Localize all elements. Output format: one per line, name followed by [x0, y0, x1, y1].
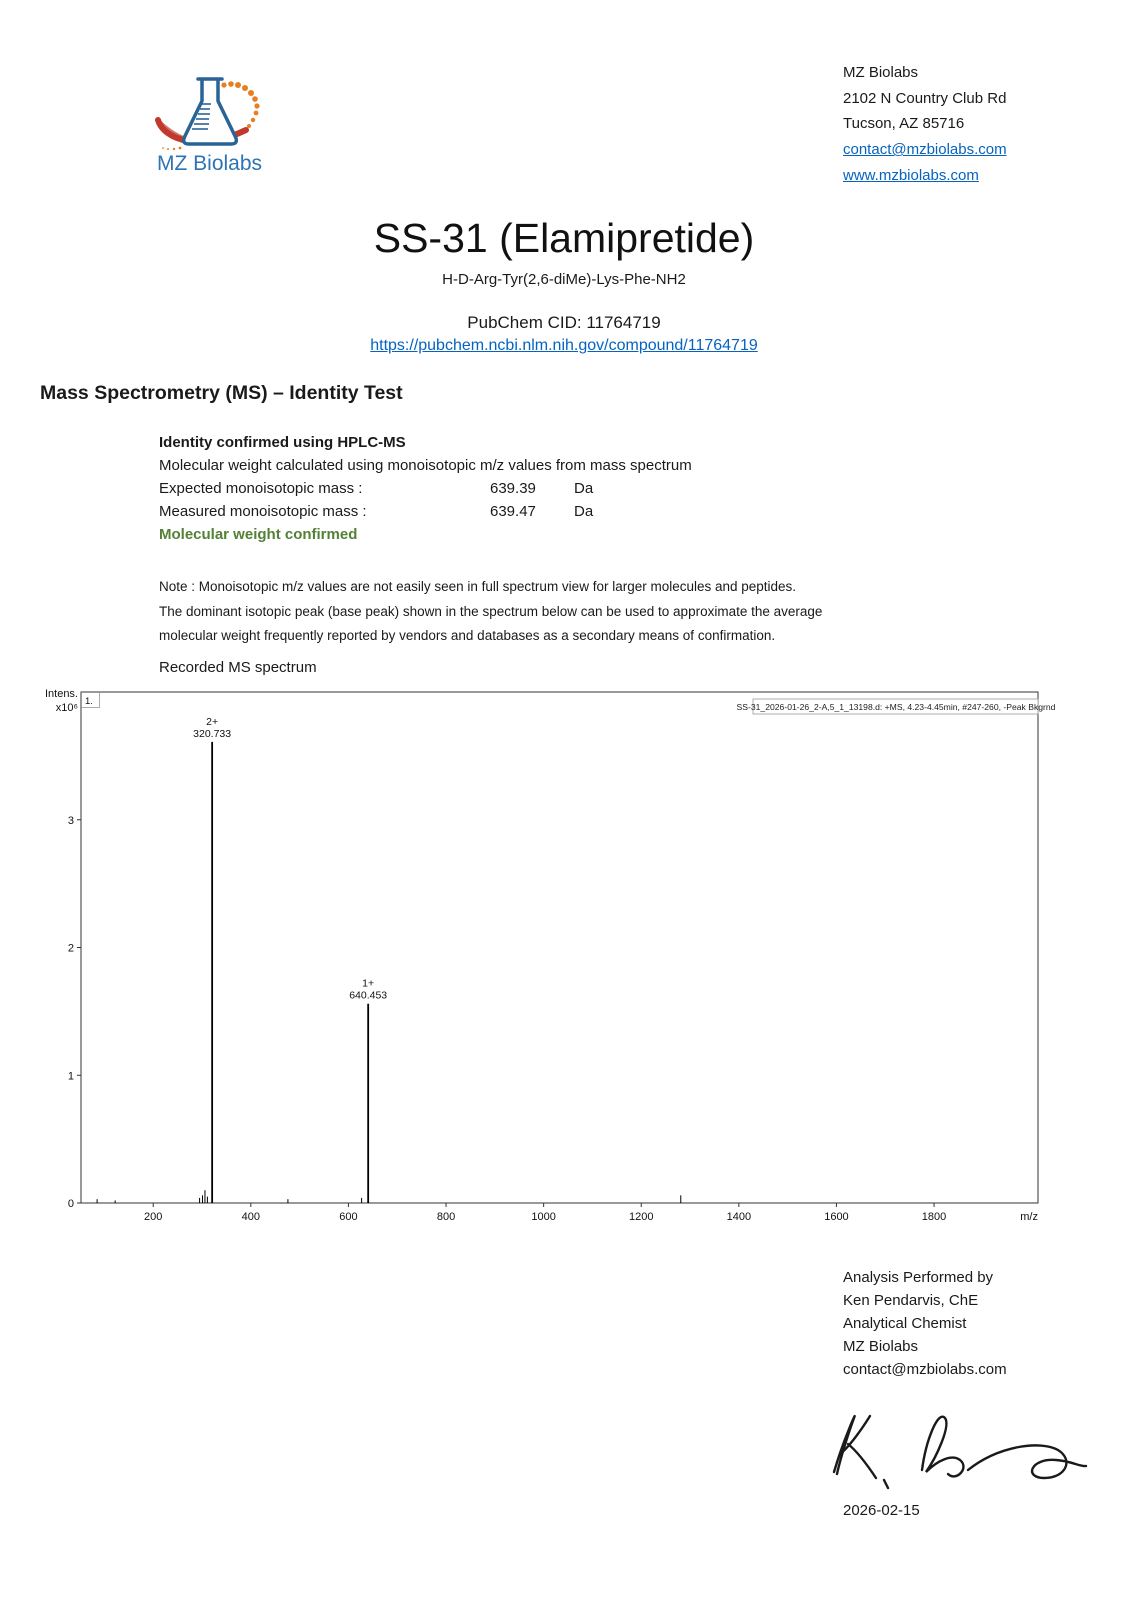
expected-mass-unit: Da [574, 480, 594, 497]
measured-mass-row [159, 500, 692, 523]
address-line: Tucson, AZ 85716 [843, 115, 965, 133]
svg-text:640.453: 640.453 [349, 989, 388, 1002]
analyst-title: Analytical Chemist [843, 1315, 967, 1332]
svg-text:400: 400 [241, 1211, 261, 1223]
svg-text:1600: 1600 [824, 1211, 849, 1223]
analyst-signature [818, 1388, 1098, 1500]
spectrum-section-label: Recorded MS spectrum [159, 659, 317, 676]
website-link[interactable]: www.mzbiolabs.com [843, 166, 979, 184]
logo-caption: MZ Biolabs [157, 152, 263, 175]
svg-text:1+: 1+ [362, 977, 375, 990]
expected-mass-row [159, 477, 692, 500]
measured-mass-unit: Da [574, 503, 594, 520]
svg-text:600: 600 [339, 1211, 358, 1223]
svg-text:1800: 1800 [921, 1211, 947, 1223]
measured-mass-label: Measured monoisotopic mass : [159, 503, 367, 520]
method-line: Molecular weight calculated using monoisotopic m/z values from mass spectrum [159, 457, 692, 474]
note-line: The dominant isotopic peak (base peak) shown in the spectrum below can be used to approximate the average [159, 603, 823, 619]
svg-text:Intens.: Intens. [44, 688, 78, 700]
svg-text:1200: 1200 [629, 1211, 654, 1223]
svg-text:SS-31_2026-01-26_2-A,5_1_13198: SS-31_2026-01-26_2-A,5_1_13198.d: +MS, 4.23-4.45min, #247-260, -Peak Bkgrnd [736, 702, 1056, 712]
svg-text:m/z: m/z [1020, 1211, 1038, 1223]
report-date: 2026-02-15 [843, 1502, 920, 1519]
note-line: molecular weight frequently reported by vendors and databases as a secondary means of confirmation. [159, 628, 776, 643]
address-line: 2102 N Country Club Rd [843, 89, 1007, 107]
pubchem-cid: PubChem CID: 11764719 [467, 313, 661, 332]
svg-text:1000: 1000 [531, 1211, 556, 1223]
svg-text:800: 800 [436, 1211, 456, 1223]
analyst-company: MZ Biolabs [843, 1338, 919, 1355]
ms-spectrum-chart [0, 685, 1128, 1230]
svg-text:200: 200 [144, 1211, 163, 1223]
analyst-block [843, 1266, 1007, 1381]
measured-mass-value: 639.47 [490, 503, 536, 520]
expected-mass-label: Expected monoisotopic mass : [159, 480, 363, 497]
page-title: SS-31 (Elamipretide) [373, 215, 755, 261]
svg-text:3: 3 [67, 814, 74, 827]
contact-email-link[interactable]: contact@mzbiolabs.com [843, 141, 1007, 159]
svg-text:2+: 2+ [206, 715, 219, 728]
expected-mass-value: 639.39 [490, 480, 536, 497]
identity-summary [159, 431, 692, 546]
analyst-name: Ken Pendarvis, ChE [843, 1292, 979, 1309]
pubchem-link[interactable]: https://pubchem.ncbi.nlm.nih.gov/compound/11764719 [370, 337, 758, 354]
confirmation-text: Molecular weight confirmed [159, 526, 358, 543]
svg-text:320.733: 320.733 [193, 727, 232, 740]
analyst-email: contact@mzbiolabs.com [843, 1361, 1007, 1378]
svg-text:1.: 1. [85, 696, 93, 707]
note-line: Note : Monoisotopic m/z values are not easily seen in full spectrum view for larger molecules and peptides. [159, 579, 797, 594]
svg-text:0: 0 [67, 1198, 74, 1210]
analysis-performed-by: Analysis Performed by [843, 1269, 994, 1286]
svg-text:1: 1 [67, 1070, 74, 1083]
mz-biolabs-logo-icon [150, 68, 280, 156]
identity-statement: Identity confirmed using HPLC-MS [159, 434, 406, 451]
note-paragraph [159, 575, 899, 649]
address-line: MZ Biolabs [843, 64, 919, 81]
company-address-block [843, 60, 1007, 189]
svg-text:2: 2 [67, 942, 74, 955]
svg-text:x10⁶: x10⁶ [55, 702, 78, 714]
section-heading: Mass Spectrometry (MS) – Identity Test [40, 382, 403, 404]
svg-text:1400: 1400 [726, 1211, 752, 1223]
peptide-sequence: H-D-Arg-Tyr(2,6-diMe)-Lys-Phe-NH2 [442, 271, 686, 288]
